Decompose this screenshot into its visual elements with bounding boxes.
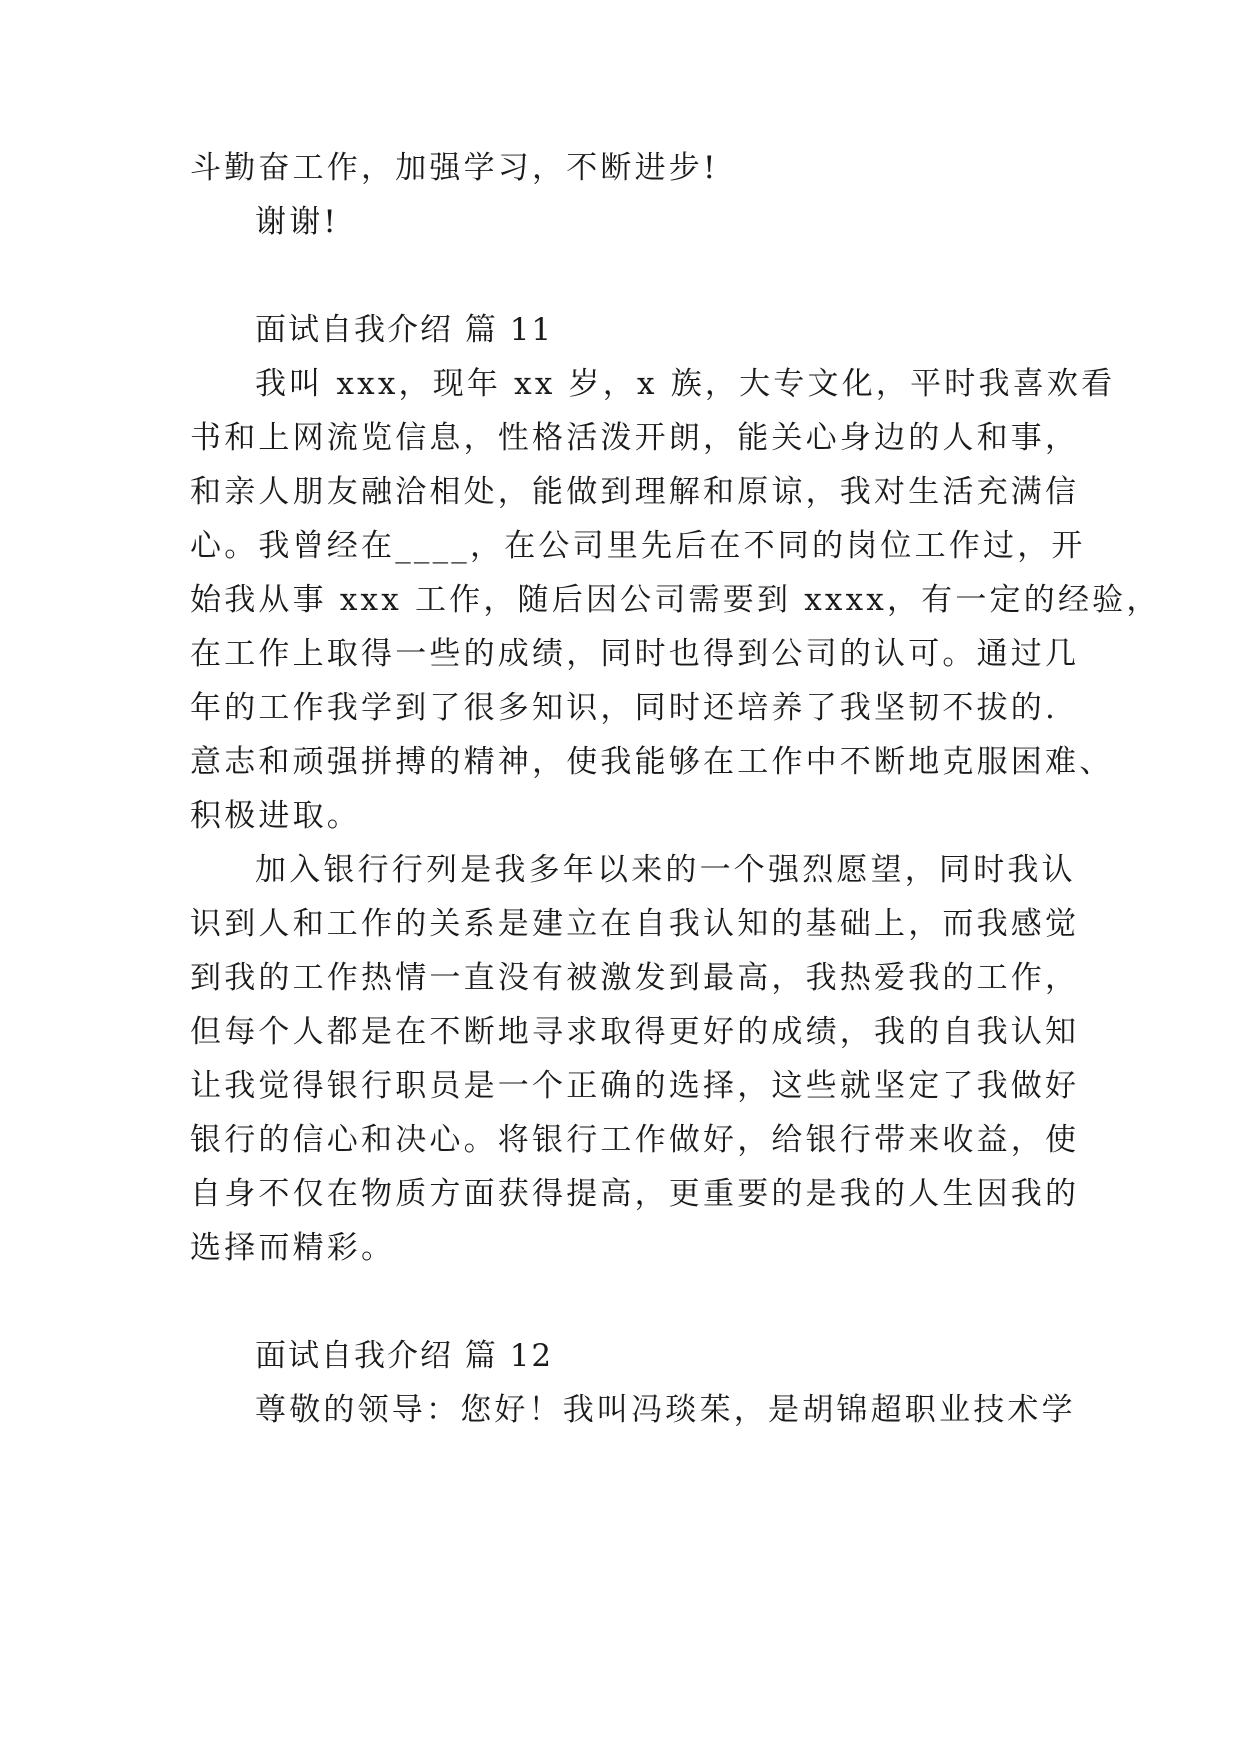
paragraph-line: 到我的工作热情一直没有被激发到最高，我热爱我的工作， — [190, 960, 1080, 996]
paragraph-line: 尊敬的领导：您好！我叫冯琰茱，是胡锦超职业技术学 — [255, 1392, 1076, 1428]
paragraph-line: 心。我曾经在____，在公司里先后在不同的岗位工作过，开 — [190, 528, 1086, 564]
paragraph-line: 自身不仅在物质方面获得提高，更重要的是我的人生因我的 — [190, 1176, 1080, 1212]
paragraph-line: 斗勤奋工作，加强学习，不断进步! — [190, 150, 719, 186]
paragraph-line: 始我从事 xxx 工作，随后因公司需要到 xxxx，有一定的经验， — [190, 582, 1161, 618]
section-heading-12: 面试自我介绍 篇 12 — [255, 1338, 554, 1374]
paragraph-line: 加入银行行列是我多年以来的一个强烈愿望，同时我认 — [255, 852, 1076, 888]
paragraph-line: 让我觉得银行职员是一个正确的选择，这些就坚定了我做好 — [190, 1068, 1080, 1104]
paragraph-line: 和亲人朋友融洽相处，能做到理解和原谅，我对生活充满信 — [190, 474, 1080, 510]
section-heading-11: 面试自我介绍 篇 11 — [255, 312, 554, 348]
paragraph-line: 在工作上取得一些的成绩，同时也得到公司的认可。通过几 — [190, 636, 1080, 672]
paragraph-line: 我叫 xxx，现年 xx 岁，x 族，大专文化，平时我喜欢看 — [255, 366, 1116, 402]
paragraph-line: 积极进取。 — [190, 798, 361, 834]
paragraph-line: 但每个人都是在不断地寻求取得更好的成绩，我的自我认知 — [190, 1014, 1080, 1050]
paragraph-line: 年的工作我学到了很多知识，同时还培养了我坚韧不拔的. — [190, 690, 1059, 726]
paragraph-line: 书和上网流览信息，性格活泼开朗，能关心身边的人和事， — [190, 420, 1080, 456]
thanks-line: 谢谢! — [255, 204, 340, 240]
paragraph-line: 选择而精彩。 — [190, 1230, 396, 1266]
paragraph-line: 银行的信心和决心。将银行工作做好，给银行带来收益，使 — [190, 1122, 1080, 1158]
paragraph-line: 识到人和工作的关系是建立在自我认知的基础上，而我感觉 — [190, 906, 1080, 942]
paragraph-line: 意志和顽强拼搏的精神，使我能够在工作中不断地克服困难、 — [190, 744, 1114, 780]
